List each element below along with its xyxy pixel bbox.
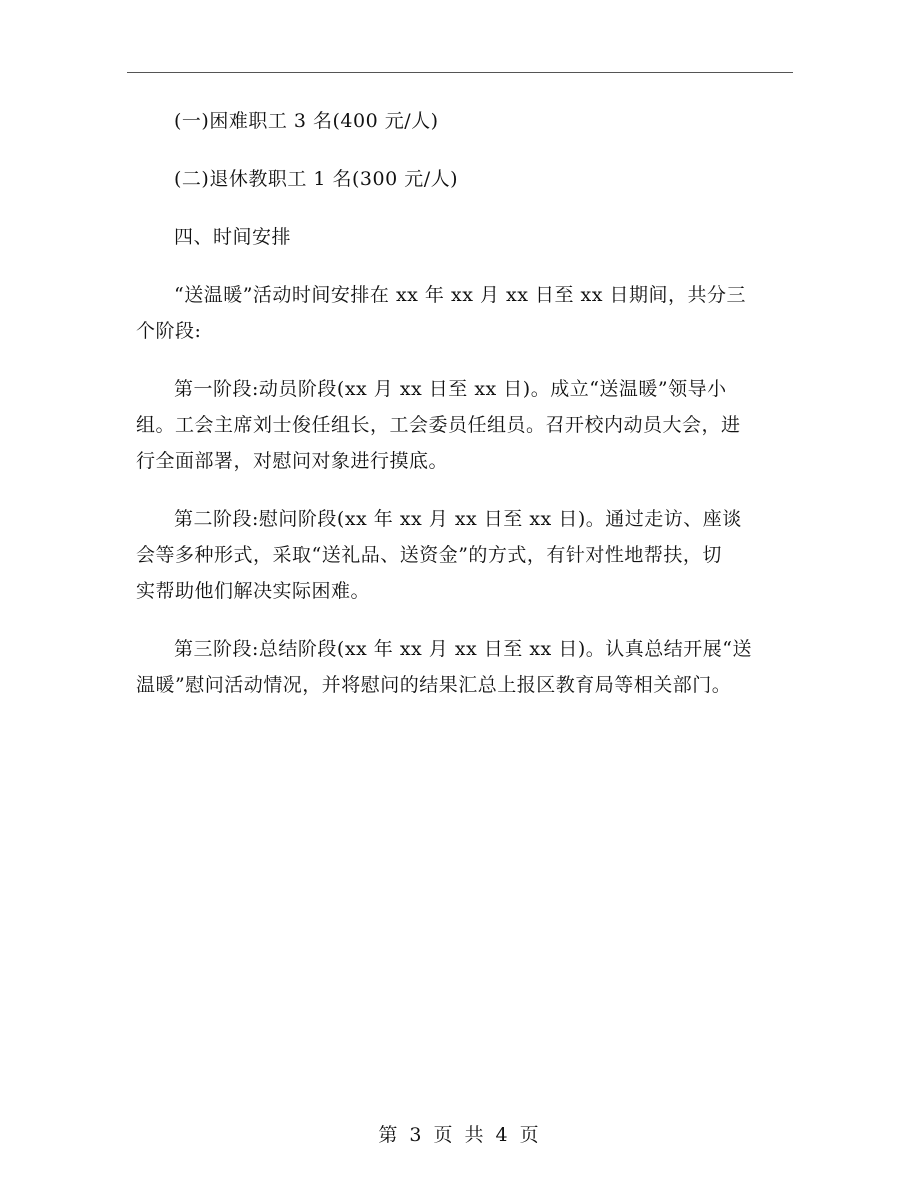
paragraph-phase-3 xyxy=(136,631,796,703)
paragraph-schedule-intro xyxy=(136,277,796,349)
paragraph-line: 温暖”慰问活动情况，并将慰问的结果汇总上报区教育局等相关部门。 xyxy=(136,674,732,696)
paragraph-line: 第二阶段:慰问阶段(xx 年 xx 月 xx 日至 xx 日)。通过走访、座谈 xyxy=(174,508,742,530)
paragraph-line: 组。工会主席刘士俊任组长，工会委员任组员。召开校内动员大会，进 xyxy=(136,414,741,436)
paragraph-item-2 xyxy=(136,161,796,197)
page-number: 第 3 页 共 4 页 xyxy=(378,1124,542,1146)
section-heading-time xyxy=(136,219,796,255)
paragraph-line: 第三阶段:总结阶段(xx 年 xx 月 xx 日至 xx 日)。认真总结开展“送 xyxy=(174,638,752,660)
paragraph-line: 行全面部署，对慰问对象进行摸底。 xyxy=(136,450,449,472)
paragraph-line: (二)退休教职工 1 名(300 元/人) xyxy=(174,168,459,190)
header-divider xyxy=(127,72,793,73)
paragraph-line: 个阶段: xyxy=(136,320,202,342)
paragraph-line: 第一阶段:动员阶段(xx 月 xx 日至 xx 日)。成立“送温暖”领导小 xyxy=(174,378,727,400)
paragraph-line: 会等多种形式，采取“送礼品、送资金”的方式，有针对性地帮扶，切 xyxy=(136,544,722,566)
section-heading-text: 四、时间安排 xyxy=(174,226,292,248)
paragraph-line: (一)困难职工 3 名(400 元/人) xyxy=(174,110,439,132)
document-body xyxy=(136,103,796,725)
paragraph-phase-1 xyxy=(136,371,796,479)
paragraph-line: “送温暖”活动时间安排在 xx 年 xx 月 xx 日至 xx 日期间，共分三 xyxy=(174,284,746,306)
paragraph-line: 实帮助他们解决实际困难。 xyxy=(136,580,371,602)
paragraph-item-1 xyxy=(136,103,796,139)
paragraph-phase-2 xyxy=(136,501,796,609)
